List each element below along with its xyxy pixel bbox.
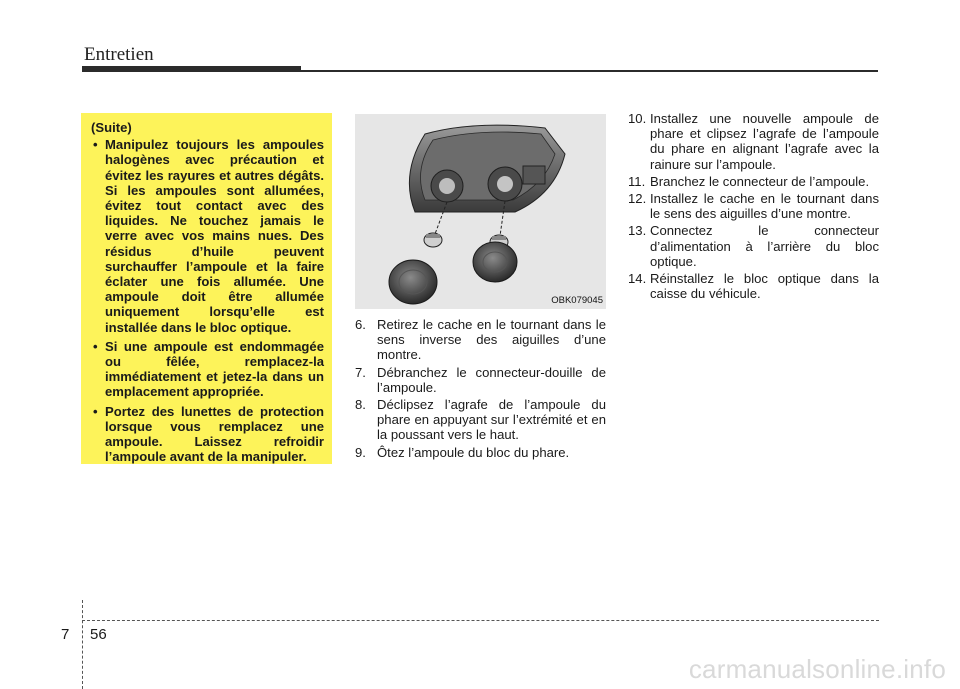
warning-item <box>91 404 324 465</box>
step-item <box>628 223 879 269</box>
step-number: 11. <box>628 173 646 189</box>
warning-item <box>91 137 324 335</box>
warning-box <box>81 113 332 464</box>
warning-item <box>91 339 324 400</box>
watermark: carmanualsonline.info <box>688 654 946 684</box>
warning-item-text: Manipulez toujours les ampoules halogènes avec précaution et évitez les rayures et autres dégâts. Si les ampoules sont allumées, évitez tout contact avec des liquides. Ne touchez jamais le verre avec vos mains nues. Des résidus d’huile peuvent surchauffer l’ampoule et la faire éclater une fois allumée. Une ampoule doit être allumée uniquement lorsqu’elle est installée dans le bloc optique. <box>105 137 324 335</box>
step-number: 14. <box>628 271 647 287</box>
page-header-title: Entretien <box>84 44 154 65</box>
chapter-number: 7 <box>61 626 70 643</box>
step-number: 7. <box>355 364 366 380</box>
bullet-icon: • <box>93 137 98 153</box>
step-item <box>628 174 879 189</box>
step-item <box>355 445 606 460</box>
step-number: 8. <box>355 397 366 413</box>
step-item <box>628 271 879 301</box>
step-text: Connectez le connecteur d’alimentation à l’arrière du bloc optique. <box>650 223 879 269</box>
step-item <box>355 317 606 363</box>
bullet-icon: • <box>93 403 98 419</box>
footer-rule <box>82 620 879 621</box>
step-text: Ôtez l’ampoule du bloc du phare. <box>377 444 570 460</box>
step-text: Retirez le cache en le tournant dans le sens inverse des aiguilles d’une montre. <box>377 317 606 363</box>
step-item <box>355 397 606 443</box>
step-text: Débranchez le connecteur-douille de l’ampoule. <box>377 364 606 395</box>
step-text: Installez une nouvelle ampoule de phare et clipsez l’agrafe de l’ampoule du phare en alignant l’agrafe avec la rainure sur l’ampoule. <box>650 111 879 172</box>
step-item <box>628 111 879 172</box>
step-text: Installez le cache en le tournant dans le sens des aiguilles d’une montre. <box>650 191 879 222</box>
figure-code: OBK079045 <box>551 295 603 306</box>
warning-list <box>91 137 324 464</box>
headlamp-illustration <box>355 114 606 309</box>
page-number: 56 <box>90 626 107 643</box>
step-number: 12. <box>628 191 647 207</box>
step-number: 10. <box>628 111 647 126</box>
step-text: Déclipsez l’agrafe de l’ampoule du phare en appuyant sur l’extrémité et en la poussant vers le haut. <box>377 397 606 443</box>
step-item <box>355 365 606 395</box>
step-text: Réinstallez le bloc optique dans la caisse du véhicule. <box>650 271 879 302</box>
warning-item-text: Portez des lunettes de protection lorsque vous remplacez une ampoule. Laissez refroidir l’ampoule avant de la manipuler. <box>105 403 324 465</box>
step-number: 6. <box>355 317 366 332</box>
header-rule-thick <box>82 66 301 72</box>
warning-suite-label: (Suite) <box>91 120 132 135</box>
step-item <box>628 191 879 221</box>
footer-divider <box>82 600 83 689</box>
steps-column-middle <box>355 317 606 462</box>
bullet-icon: • <box>93 338 98 354</box>
steps-column-right <box>628 111 879 303</box>
step-number: 13. <box>628 223 647 239</box>
header-rule-thin <box>301 70 878 72</box>
headlamp-bulb-diagram <box>355 114 606 309</box>
warning-item-text: Si une ampoule est endommagée ou fêlée, remplacez-la immédiatement et jetez-la dans un emplacement appropriée. <box>105 338 324 400</box>
step-number: 9. <box>355 444 366 460</box>
step-text: Branchez le connecteur de l’ampoule. <box>650 173 870 189</box>
